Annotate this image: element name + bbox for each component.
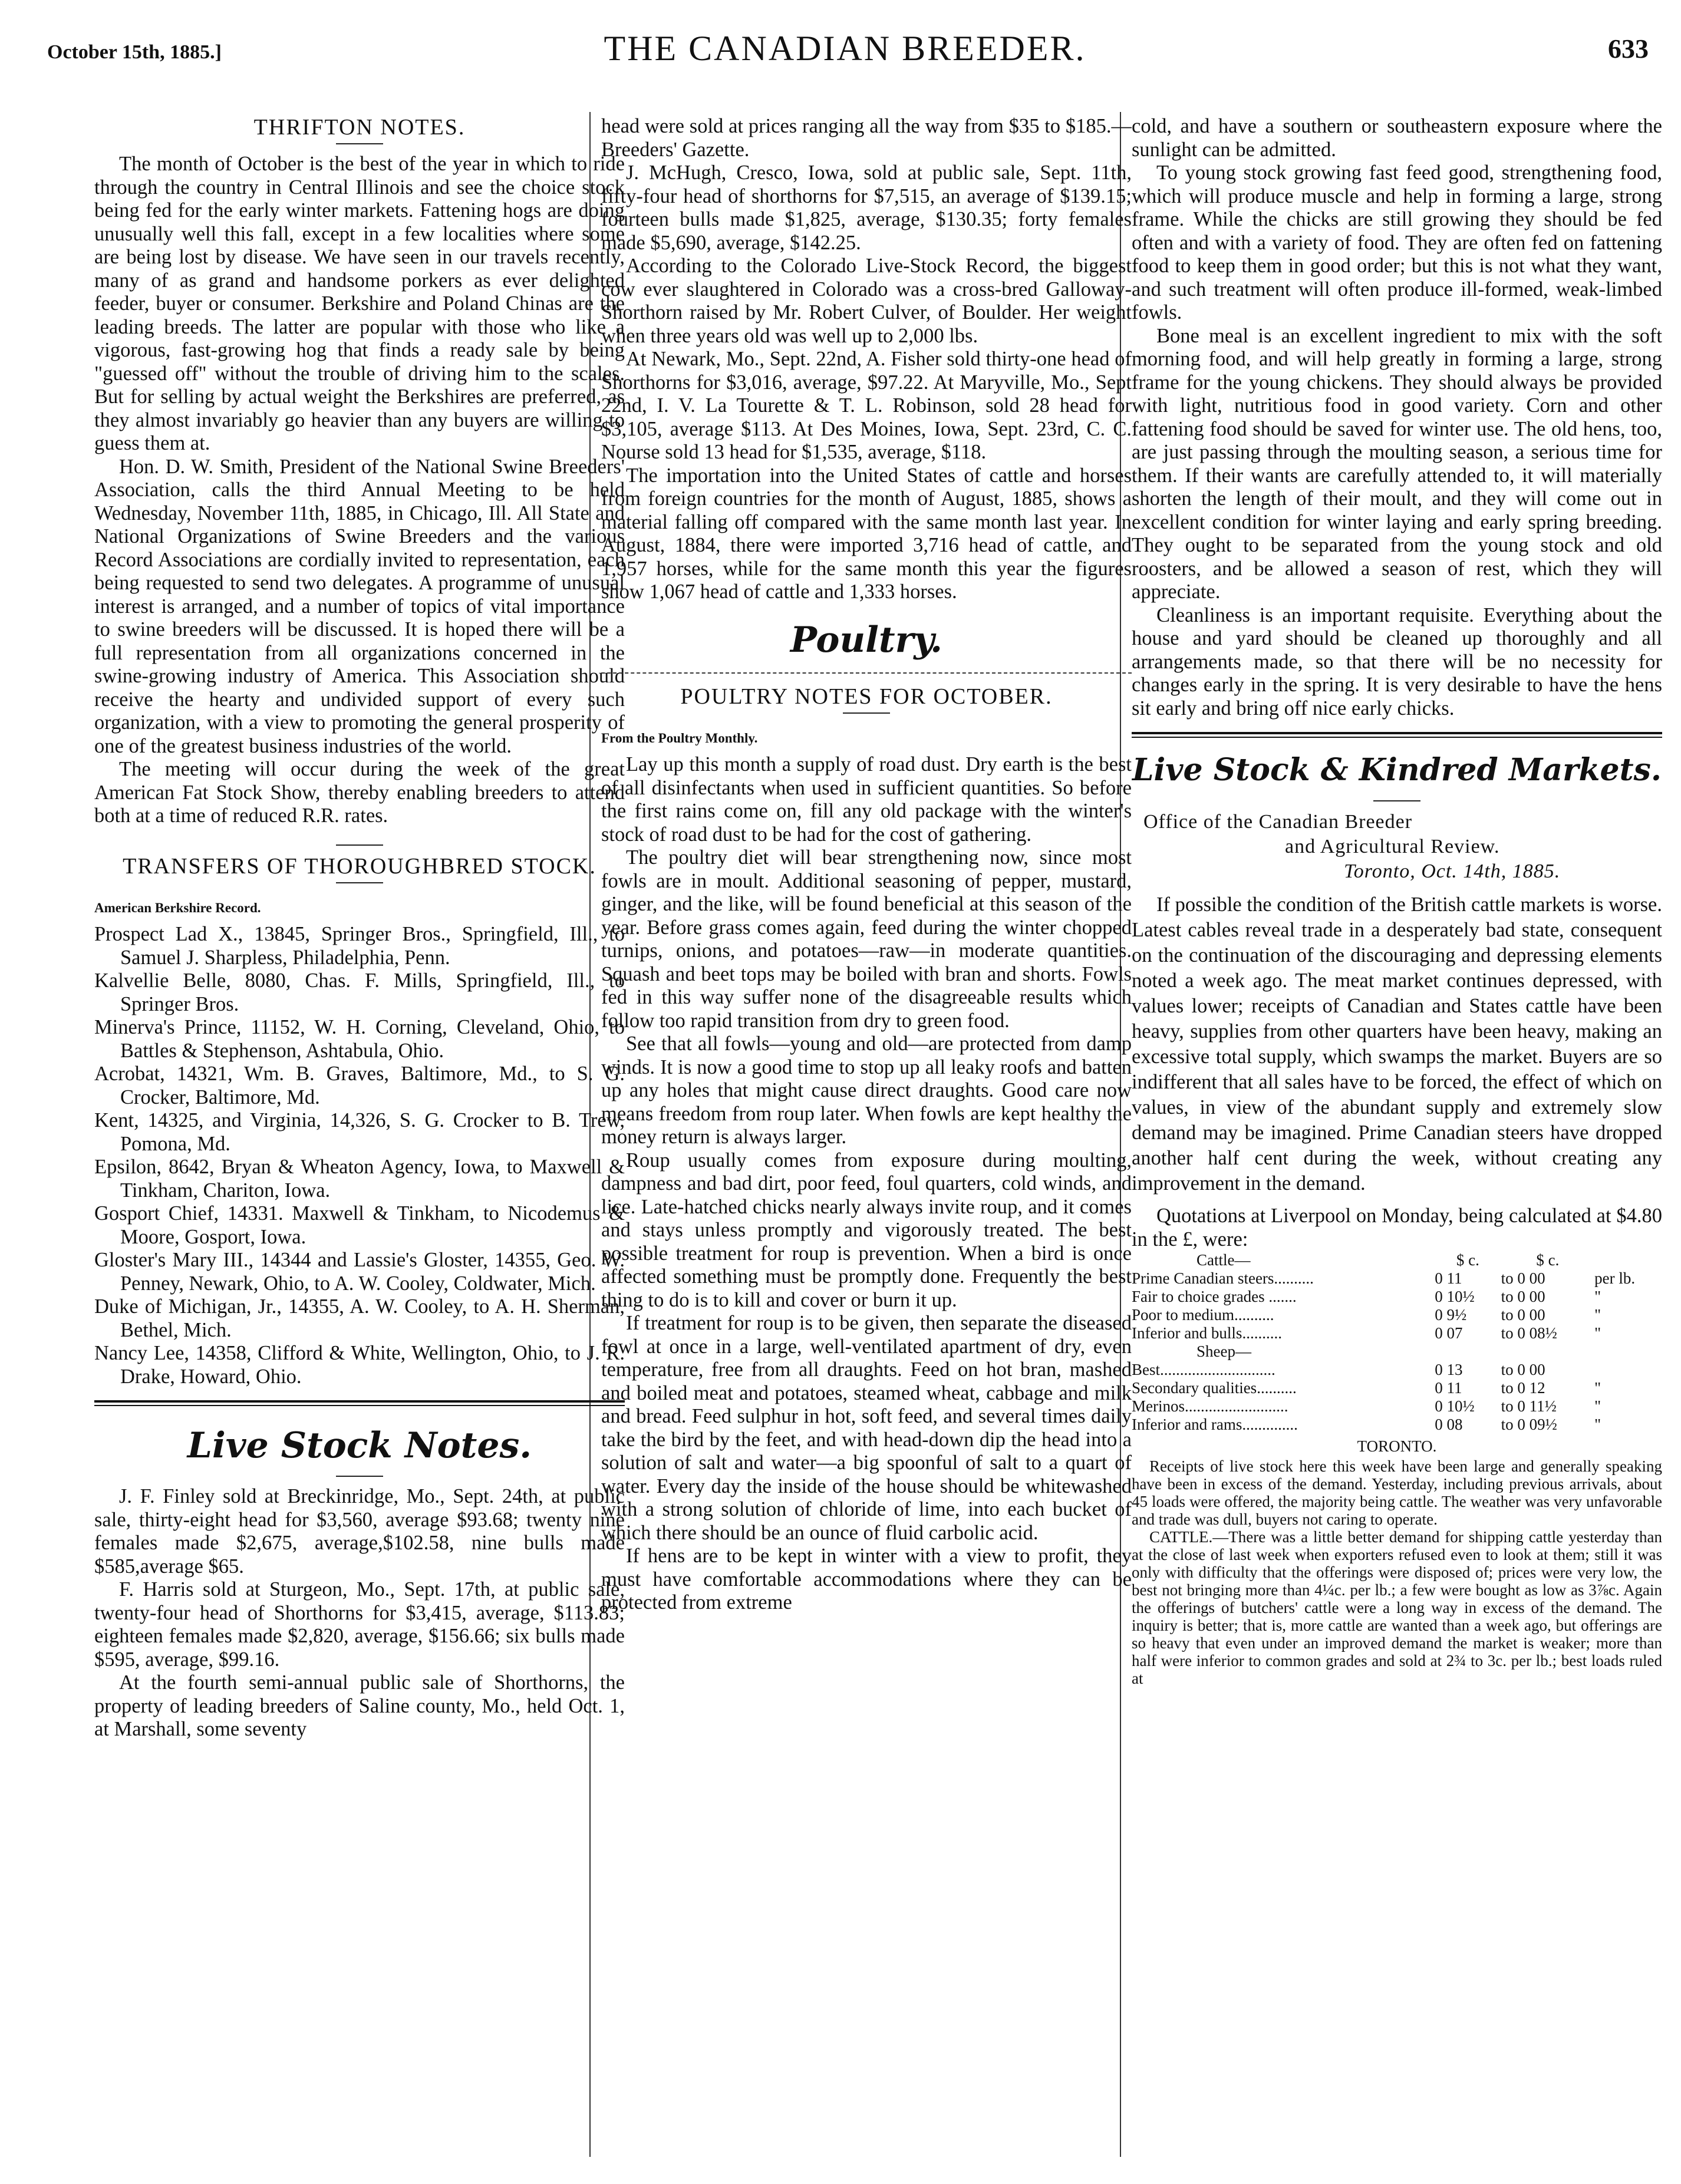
row-from: 0 08 xyxy=(1435,1416,1463,1433)
article-paragraph: See that all fowls—young and old—are protected from damp winds. It is now a good time to stop up all leaky roofs and batten up any holes that might cause direct draughts. Good care now means freedom from roup later. When fowls are kept healthy the money return is always larger. xyxy=(601,1032,1132,1148)
row-from: 0 10½ xyxy=(1435,1397,1475,1415)
short-rule xyxy=(336,143,383,144)
empty-cell xyxy=(1501,1342,1595,1361)
article-paragraph: Bone meal is an excellent ingredient to mix with the soft morning food, and will help greatly in forming a large, strong frame for the young chickens. They should always be provided with light, nutritious food in good variety. Corn and other fattening food should be saved for winter use. The old hens, too, are just passing through the moulting season, a serious time for them. If their wants are carefully attended to, it will materially shorten the length of their moult, and they will come out in excellent condition for winter laying and early spring breeding. They ought to be separated from the young stock and old roosters, and be allowed a season of rest, which they will appreciate. xyxy=(1132,324,1662,603)
row-to: to 0 00 xyxy=(1501,1269,1545,1287)
masthead-title: THE CANADIAN BREEDER. xyxy=(604,29,1086,68)
row-unit: " xyxy=(1594,1324,1601,1342)
article-paragraph: Receipts of live stock here this week have been large and generally speaking have been in excess of the demand. Yesterday, including previous arrivals, about 45 loads were offered, the majority being cattle. The weather was very unfavorable and trade was dull, buyers not caring to operate. xyxy=(1132,1457,1662,1528)
row-to: to 0 00 xyxy=(1501,1288,1545,1305)
toronto-report xyxy=(1132,1457,1662,1687)
transfer-entry: Minerva's Prince, 11152, W. H. Corning, Cleveland, Ohio, to Battles & Stephenson, Ashtabula, Ohio. xyxy=(94,1016,625,1062)
live-stock-notes-heading: Live Stock Notes. xyxy=(187,1425,532,1466)
table-row xyxy=(1132,1379,1662,1397)
empty-cell xyxy=(1594,1342,1662,1361)
transfer-entry: Kent, 14325, and Virginia, 14,326, S. G. Crocker to B. Trew, Pomona, Md. xyxy=(94,1109,625,1155)
office-line: Office of the Canadian Breeder xyxy=(1143,811,1413,833)
transfer-entry: Gosport Chief, 14331. Maxwell & Tinkham, to Nicodemus & Moore, Gosport, Iowa. xyxy=(94,1202,625,1248)
article-paragraph: The month of October is the best of the year in which to ride through the country in Central Illinois and see the choice stock being fed for the early winter markets. Fattening hogs are doing unusually well this fall, except in a few localities where some are being lost by disease. We have seen in our travels recently, many of as grand and handsome porkers as ever delighted feeder, buyer or consumer. Berkshire and Poland Chinas are the leading breeds. The latter are popular with those who like a vigorous, fast-growing hog that finds a ready sale by being "guessed off" without the trouble of driving him to the scales. But for selling by actual weight the Berkshires are preferred, as they almost invariably go heavier than any buyers are willing to guess them at. xyxy=(94,153,625,454)
table-subheader-row xyxy=(1132,1342,1662,1361)
empty-cell xyxy=(1435,1342,1501,1361)
article-paragraph: cold, and have a southern or southeastern exposure where the sunlight can be admitted. xyxy=(1132,115,1662,161)
poultry-notes-heading: POULTRY NOTES FOR OCTOBER. xyxy=(680,684,1053,709)
article-paragraph: The importation into the United States of cattle and horses from foreign countries for the month of August, 1885, shows a material falling off compared with the same month last year. In August, 1884, there were imported 3,716 head of cattle, and 1,957 horses, while for the same month this year the figures show 1,067 head of cattle and 1,333 horses. xyxy=(601,464,1132,603)
column-1 xyxy=(94,115,625,2154)
liverpool-quotations-table xyxy=(1132,1251,1662,1434)
article-paragraph: Cleanliness is an important requisite. Everything about the house and yard should be cleaned up thoroughly and all arrangements made, so that there will be no necessity for changes early in the spring. It is very desirable to have the hens sit early and bring off nice early chicks. xyxy=(1132,603,1662,720)
row-label: Inferior and rams.............. xyxy=(1132,1416,1298,1433)
article-paragraph: Quotations at Liverpool on Monday, being calculated at $4.80 in the £, were: xyxy=(1132,1205,1662,1251)
transfer-entry: Epsilon, 8642, Bryan & Wheaton Agency, Iowa, to Maxwell & Tinkham, Chariton, Iowa. xyxy=(94,1156,625,1202)
article-paragraph: The poultry diet will bear strengthening now, since most fowls are in moult. Additional seasoning of pepper, mustard, ginger, and the like, will be found beneficial at this season of the year. Before grass comes again, feed during the winter chopped turnips, onions, and potatoes—raw—in moderate quantities. Squash and beet tops may be boiled with bran and shorts. Fowls fed in this way suffer none of the disagreeable results which follow too rapid transition from dry to green food. xyxy=(601,846,1132,1032)
short-rule xyxy=(1373,800,1420,801)
row-unit: " xyxy=(1594,1379,1601,1397)
article-paragraph: If possible the condition of the British cattle markets is worse. Latest cables reveal trade in a desperately bad state, consequent on the continuation of the discouraging and depressing elements noted a week ago. The meat market continues depressed, with values lower; receipts of Canadian and States cattle have been heavy, supplies from other quarters have been heavy, making an excessive total supply, which swamps the market. Buyers are so indifferent that all sales have to be forced, the effect of which on values, in view of the abundant supply and extremely slow demand may be imagined. Prime Canadian steers have dropped another half cent during the week, without creating any improvement in the demand. xyxy=(1132,893,1662,1195)
table-row xyxy=(1132,1397,1662,1416)
row-unit xyxy=(1594,1361,1662,1379)
row-from: 0 13 xyxy=(1435,1361,1463,1378)
unit-header xyxy=(1594,1251,1662,1269)
article-paragraph: J. McHugh, Cresco, Iowa, sold at public sale, Sept. 11th, fifty-four head of shorthorns for $7,515, an average of $139.15; fourteen bulls made $1,825, average, $130.35; forty females made $5,690, average, $142.25. xyxy=(601,161,1132,254)
article-paragraph: According to the Colorado Live-Stock Record, the biggest cow ever slaughtered in Colorado was a cross-bred Galloway-Shorthorn raised by Mr. Robert Culver, of Boulder. Her weight when three years old was well up to 2,000 lbs. xyxy=(601,255,1132,347)
table-row xyxy=(1132,1416,1662,1434)
row-label: Prime Canadian steers.......... xyxy=(1132,1269,1314,1287)
row-label: Poor to medium.......... xyxy=(1132,1306,1274,1324)
column-3 xyxy=(1132,115,1662,2154)
transfers-source: American Berkshire Record. xyxy=(94,900,261,915)
row-unit: " xyxy=(1594,1397,1601,1415)
row-unit: " xyxy=(1594,1416,1601,1433)
cents-header: $ c. xyxy=(1536,1251,1560,1269)
thrifton-notes-heading: THRIFTON NOTES. xyxy=(253,115,466,140)
dollars-header: $ c. xyxy=(1456,1251,1479,1269)
article-paragraph: If treatment for roup is to be given, then separate the diseased fowl at once in a large, well-ventilated apartment of dry, even temperature, free from all draughts. Feed on hot bran, mashed and boiled meat and potatoes, steamed wheat, cabbage and milk and bread. Feed sulphur in hot, soft feed, and several times daily take the bird by the feet, and with head-down dip the head into a solution of salt and water—a big spoonful of salt to a quart of water. Every day the inside of the house should be whitewashed with a strong solution of chloride of lime, into each bucket of which there should be an ounce of fluid carbolic acid. xyxy=(601,1312,1132,1544)
dateline: Toronto, Oct. 14th, 1885. xyxy=(1344,860,1561,882)
page-header xyxy=(41,28,1649,79)
row-to: to 0 08½ xyxy=(1501,1324,1557,1342)
poultry-heading: Poultry. xyxy=(790,619,943,661)
section-rule-thin xyxy=(94,1405,625,1406)
row-to: to 0 00 xyxy=(1501,1306,1545,1324)
section-rule-thick xyxy=(1132,732,1662,734)
row-from: 0 11 xyxy=(1435,1379,1462,1397)
row-unit: " xyxy=(1594,1288,1601,1305)
table-row xyxy=(1132,1324,1662,1342)
table-row xyxy=(1132,1288,1662,1306)
section-rule-thick xyxy=(94,1400,625,1403)
sheep-header: Sheep— xyxy=(1197,1342,1251,1360)
row-to: to 0 11½ xyxy=(1501,1397,1557,1415)
row-from: 0 11 xyxy=(1435,1269,1462,1287)
row-to: to 0 00 xyxy=(1501,1361,1545,1378)
article-paragraph: F. Harris sold at Sturgeon, Mo., Sept. 17th, at public sale, twenty-four head of Shorthorns for $3,415, average, $113.83; eighteen females made $2,820, average, $156.66; six bulls made $595, average, $99.16. xyxy=(94,1578,625,1671)
row-unit: " xyxy=(1594,1306,1601,1324)
row-to: to 0 12 xyxy=(1501,1379,1545,1397)
row-label: Fair to choice grades ....... xyxy=(1132,1288,1297,1305)
office-line: and Agricultural Review. xyxy=(1285,836,1500,857)
row-from: 0 10½ xyxy=(1435,1288,1475,1305)
toronto-heading: TORONTO. xyxy=(1357,1437,1437,1455)
article-paragraph: J. F. Finley sold at Breckinridge, Mo., Sept. 24th, at public sale, thirty-eight head for $3,560, average $93.68; twenty nine females made $2,675, average,$102.58, nine bulls made $585,average $65. xyxy=(94,1485,625,1578)
short-rule xyxy=(336,844,383,846)
row-to: to 0 09½ xyxy=(1501,1416,1557,1433)
transfer-entry: Gloster's Mary III., 14344 and Lassie's Gloster, 14355, Geo. W. Penney, Newark, Ohio, to A. W. Cooley, Coldwater, Mich. xyxy=(94,1249,625,1295)
row-label: Best............................. xyxy=(1132,1361,1275,1378)
cattle-header: Cattle— xyxy=(1197,1251,1251,1269)
article-paragraph: At the fourth semi-annual public sale of Shorthorns, the property of leading breeders of Saline county, Mo., held Oct. 1, at Marshall, some seventy xyxy=(94,1671,625,1740)
article-paragraph: To young stock growing fast feed good, strengthening food, which will produce muscle and help in forming a large, strong frame. While the chicks are still growing they should be fed often and with a variety of food. They are often fed on fattening food to keep them in good order; but this is not what they want, and such treatment will often produce ill-formed, weak-limbed fowls. xyxy=(1132,161,1662,324)
row-label: Inferior and bulls.......... xyxy=(1132,1324,1282,1342)
article-paragraph: If hens are to be kept in winter with a view to profit, they must have comfortable accommodations where they can be protected from extreme xyxy=(601,1545,1132,1614)
column-2 xyxy=(601,115,1132,2154)
article-paragraph: At Newark, Mo., Sept. 22nd, A. Fisher sold thirty-one head of Shorthorns for $3,016, average, $97.22. At Maryville, Mo., Sept 22nd, I. V. La Tourette & T. L. Robinson, sold 28 head for $3,105, average $113. At Des Moines, Iowa, Sept. 23rd, C. C. Nourse sold 13 head for $1,535, average, $118. xyxy=(601,348,1132,463)
table-row xyxy=(1132,1306,1662,1324)
transfer-entry: Acrobat, 14321, Wm. B. Graves, Baltimore, Md., to S. G. Crocker, Baltimore, Md. xyxy=(94,1063,625,1109)
article-paragraph: The meeting will occur during the week of the great American Fat Stock Show, thereby enabling breeders to attend both at a time of reduced R.R. rates. xyxy=(94,758,625,827)
row-from: 0 9½ xyxy=(1435,1306,1467,1324)
transfers-heading: TRANSFERS OF THOROUGHBRED STOCK. xyxy=(123,853,596,879)
row-label: Merinos.......................... xyxy=(1132,1397,1288,1415)
row-from: 0 07 xyxy=(1435,1324,1463,1342)
row-label: Secondary qualities.......... xyxy=(1132,1379,1297,1397)
transfer-entry: Duke of Michigan, Jr., 14355, A. W. Cooley, to A. H. Sherman, Bethel, Mich. xyxy=(94,1295,625,1341)
section-rule-thin xyxy=(1132,737,1662,738)
transfer-entry: Prospect Lad X., 13845, Springer Bros., Springfield, Ill., to Samuel J. Sharpless, Philadelphia, Penn. xyxy=(94,923,625,969)
issue-date: October 15th, 1885.] xyxy=(47,41,222,63)
table-header-row xyxy=(1132,1251,1662,1269)
article-paragraph: Lay up this month a supply of road dust. Dry earth is the best of all disinfectants when used in sufficient quantities. So before the first rains come on, fill any old package with the winter's stock of road dust to be had for the cost of gathering. xyxy=(601,753,1132,846)
article-paragraph: head were sold at prices ranging all the way from $35 to $185.—Breeders' Gazette. xyxy=(601,115,1132,161)
poultry-source: From the Poultry Monthly. xyxy=(601,730,758,745)
short-rule xyxy=(336,1476,383,1477)
page-number: 633 xyxy=(1608,34,1649,64)
table-row xyxy=(1132,1361,1662,1379)
markets-heading: Live Stock & Kindred Markets. xyxy=(1132,752,1662,788)
short-rule xyxy=(843,712,890,714)
dashed-rule xyxy=(601,672,1132,674)
short-rule xyxy=(336,882,383,883)
transfer-entry: Nancy Lee, 14358, Clifford & White, Wellington, Ohio, to J. R. Drake, Howard, Ohio. xyxy=(94,1342,625,1388)
table-row xyxy=(1132,1269,1662,1288)
article-paragraph: Hon. D. W. Smith, President of the National Swine Breeders' Association, calls the third Annual Meeting to be held Wednesday, November 11th, 1885, in Chicago, Ill. All State and National Organizations of Swine Breeders and the various Record Associations are cordially invited to representation, each being requested to send two delegates. A programme of unusual interest is arranged, and a number of topics of vital importance to swine breeders will be discussed. It is hoped there will be a full representation from all organizations concerned in the swine-growing industry of America. This Association should receive the hearty and undivided support of every such organization, with a view to promoting the general prosperity of one of the greatest business industries of the world. xyxy=(94,455,625,757)
article-paragraph: Roup usually comes from exposure during moulting, dampness and bad dirt, poor feed, foul quarters, cold winds, and lice. Late-hatched chicks nearly always invite roup, and it comes and stays unless promptly and vigorously treated. The best possible treatment for roup is prevention. When a bird is once affected something must be promptly done. Frequently the best thing to do is to kill and cover or burn it up. xyxy=(601,1149,1132,1311)
transfer-entry: Kalvellie Belle, 8080, Chas. F. Mills, Springfield, Ill., to Springer Bros. xyxy=(94,969,625,1015)
row-unit: per lb. xyxy=(1594,1269,1636,1287)
article-paragraph: CATTLE.—There was a little better demand for shipping cattle yesterday than at the close of last week when exporters refused even to look at them; still it was only with difficulty that the offerings were disposed of; prices were very low, the best not bringing more than 4¼c. per lb.; a few were bought as low as 3⅞c. Again the offerings of butchers' cattle were a long way in excess of the demand. The inquiry is better; that is, more cattle are wanted than a week ago, but offerings are so heavy that even under an improved demand the market is weaker; more than half were inferior to common grades and sold at 2¾ to 3c. per lb.; best loads ruled at xyxy=(1132,1528,1662,1687)
